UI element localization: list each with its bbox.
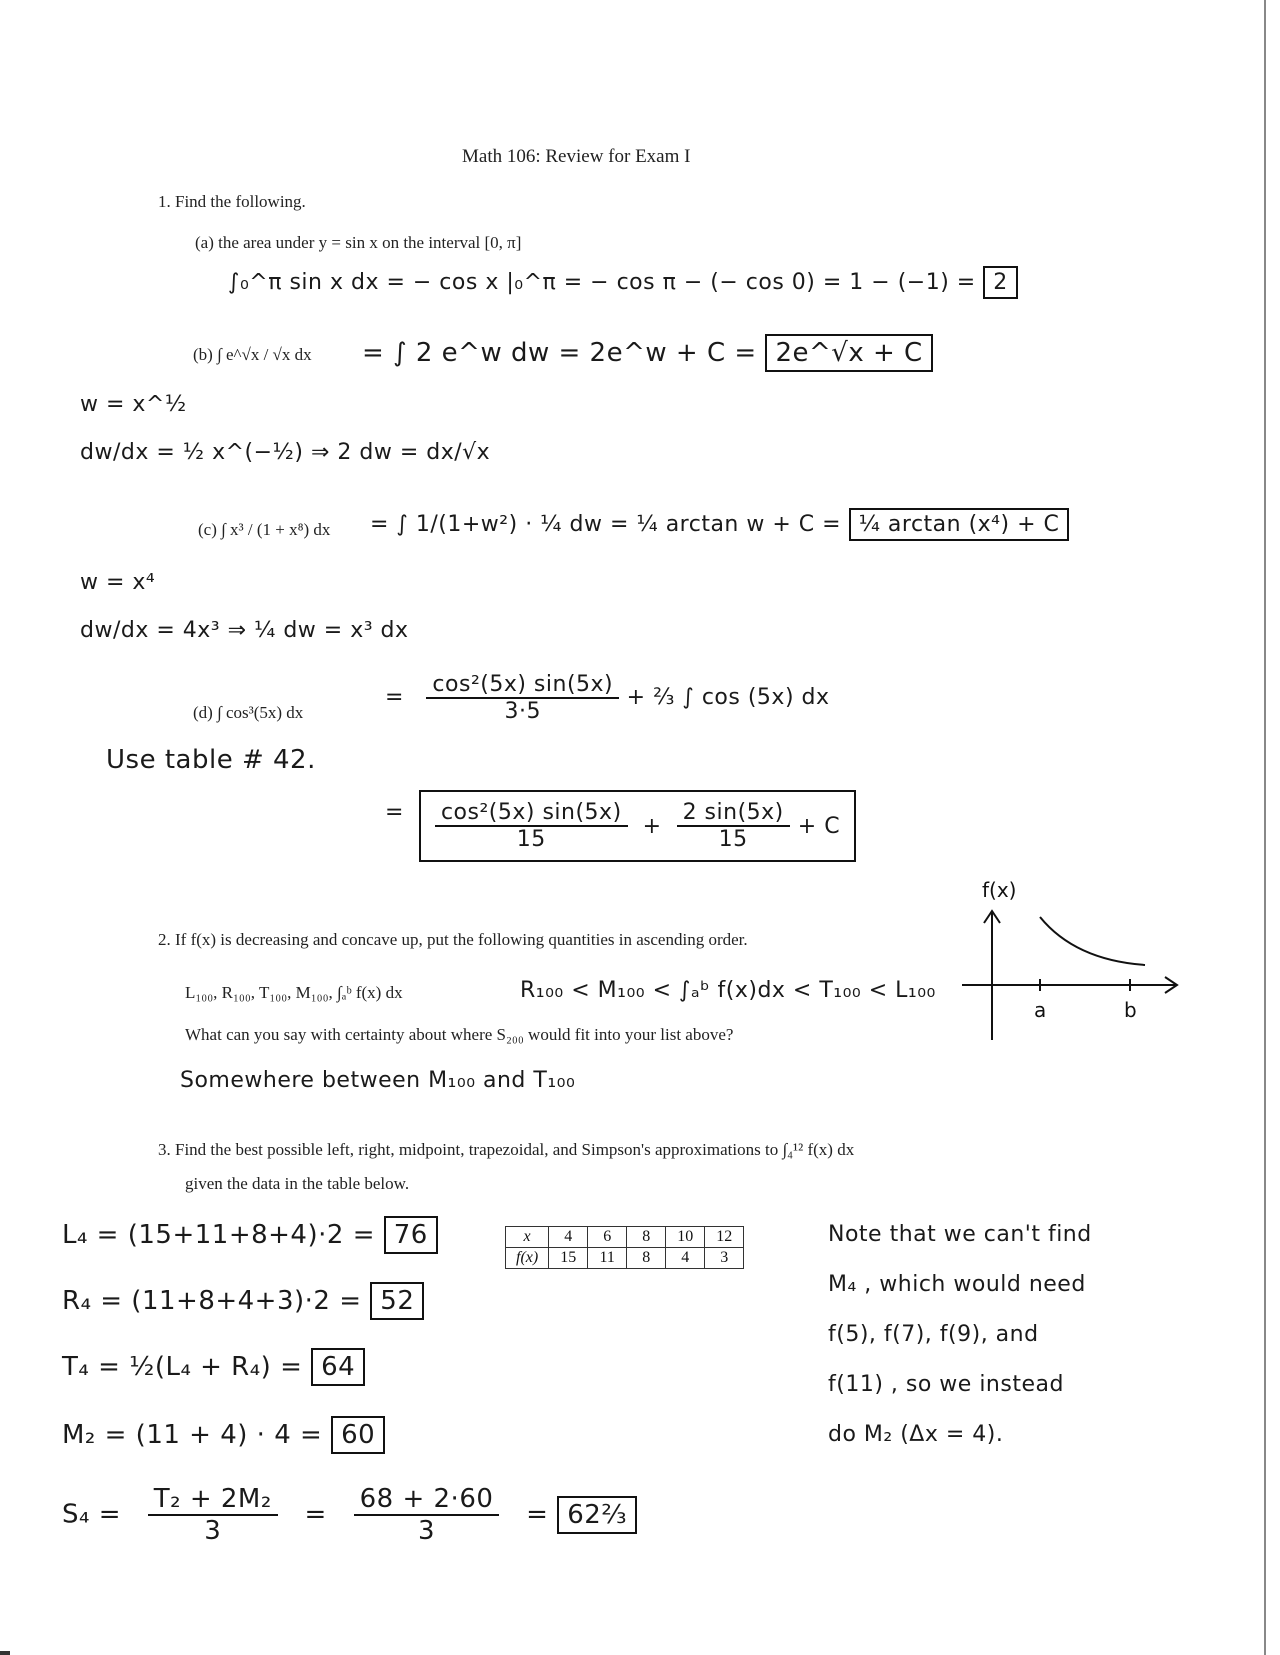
q3-note-line: do M₂ (Δx = 4). bbox=[828, 1422, 1004, 1447]
q1d-ans-den2: 15 bbox=[718, 827, 748, 852]
q2-order: R₁₀₀ < M₁₀₀ < ∫ₐᵇ f(x)dx < T₁₀₀ < L₁₀₀ bbox=[520, 978, 936, 1003]
q3-simpson-answer: 62⅔ bbox=[557, 1496, 637, 1534]
q1d-label: (d) ∫ cos³(5x) dx bbox=[193, 703, 304, 722]
page-title: Math 106: Review for Exam I bbox=[462, 146, 691, 167]
q1b-sub1: w = x^½ bbox=[80, 392, 187, 417]
q3-note-line: M₄ , which would need bbox=[828, 1272, 1086, 1297]
table-cell: 3 bbox=[705, 1248, 744, 1269]
table-cell: f(x) bbox=[506, 1248, 549, 1269]
q1c-answer-box: ¼ arctan (x⁴) + C bbox=[849, 508, 1070, 541]
q1d-ans-num2: 2 sin(5x) bbox=[677, 800, 790, 827]
table-row-x bbox=[506, 1227, 744, 1248]
q2-items: L₁₀₀, R₁₀₀, T₁₀₀, M₁₀₀, ∫ₐᵇ f(x) dx bbox=[185, 983, 403, 1002]
q2-question: What can you say with certainty about where S₂₀₀ would fit into your list above? bbox=[185, 1025, 734, 1044]
graph-y-label: f(x) bbox=[982, 878, 1017, 902]
q1d-step: = $\frac{\text{cos²(5x) sin(5x)}}{3\cdot 5}$ + ⅔ ∫ cos (5x) dx bbox=[385, 672, 830, 724]
q3-right-answer: 52 bbox=[370, 1282, 424, 1320]
q1d-note: Use table # 42. bbox=[106, 745, 316, 775]
q3-mid-work: M₂ = (11 + 4) · 4 = bbox=[62, 1420, 323, 1450]
q1-prompt: 1. Find the following. bbox=[158, 192, 306, 211]
q3-simpson-eq2: = bbox=[526, 1499, 549, 1530]
table-cell: 12 bbox=[705, 1227, 744, 1248]
q1d-step-rest: + ⅔ ∫ cos (5x) dx bbox=[626, 685, 830, 710]
scan-edge-mark bbox=[0, 1651, 10, 1655]
table-cell: 11 bbox=[588, 1248, 627, 1269]
q1b-work-text: = ∫ 2 e^w dw = 2e^w + C = bbox=[362, 338, 757, 368]
table-cell: x bbox=[506, 1227, 549, 1248]
q3-left-sum bbox=[62, 1220, 438, 1250]
q3-simpson-lhs: S₄ = bbox=[62, 1499, 121, 1530]
q3-simpson-eq: = bbox=[304, 1499, 327, 1530]
q1c-sub1: w = x⁴ bbox=[80, 570, 156, 595]
q3-simpson-num1: T₂ + 2M₂ bbox=[148, 1484, 278, 1516]
q3-note-line: f(5), f(7), f(9), and bbox=[828, 1322, 1039, 1347]
graph-a-label: a bbox=[1034, 998, 1047, 1022]
q1a-answer-box: 2 bbox=[983, 266, 1018, 299]
q3-trap-answer: 64 bbox=[311, 1348, 365, 1386]
graph-curve bbox=[1040, 917, 1145, 965]
q3-simpson-frac1 bbox=[148, 1484, 278, 1546]
table-cell: 10 bbox=[666, 1227, 705, 1248]
scan-edge-line bbox=[1264, 0, 1266, 1655]
q3-prompt2: given the data in the table below. bbox=[185, 1174, 410, 1193]
q3-trap-work: T₄ = ½(L₄ + R₄) = bbox=[62, 1352, 303, 1382]
q1a-work bbox=[228, 270, 1018, 295]
q3-simpson-num2: 68 + 2·60 bbox=[354, 1484, 500, 1516]
q3-simpson bbox=[62, 1484, 637, 1546]
q3-right-sum bbox=[62, 1286, 424, 1316]
q1a-work-text: ∫₀^π sin x dx = − cos x |₀^π = − cos π − (− cos 0) = 1 − (−1) = bbox=[228, 270, 976, 295]
q1d-answer-box: $\frac{\text{cos²(5x) sin(5x)}}{15}$ + $\frac{2 \sin(5x)}{15}$ + C bbox=[419, 790, 856, 862]
q3-mid-answer: 60 bbox=[331, 1416, 385, 1454]
table-cell: 8 bbox=[627, 1227, 666, 1248]
q1b-answer-box: 2e^√x + C bbox=[765, 334, 932, 372]
q1d-step-num: cos²(5x) sin(5x) bbox=[426, 672, 619, 699]
q3-simpson-frac2 bbox=[354, 1484, 500, 1546]
q3-left-answer: 76 bbox=[384, 1216, 438, 1254]
table-cell: 4 bbox=[666, 1248, 705, 1269]
q1b-label: (b) ∫ e^√x / √x dx bbox=[193, 345, 312, 364]
q1d-ans-frac2 bbox=[677, 800, 790, 852]
q3-note bbox=[828, 1210, 1092, 1460]
table-cell: 4 bbox=[549, 1227, 588, 1248]
q3-simpson-den1: 3 bbox=[204, 1516, 222, 1546]
table-cell: 8 bbox=[627, 1248, 666, 1269]
q3-data-table bbox=[505, 1226, 744, 1269]
q3-left-work: L₄ = (15+11+8+4)·2 = bbox=[62, 1220, 375, 1250]
q3-trap-sum bbox=[62, 1352, 365, 1382]
q3-right-work: R₄ = (11+8+4+3)·2 = bbox=[62, 1286, 362, 1316]
q3-note-line: Note that we can't find bbox=[828, 1222, 1092, 1247]
q1b-work bbox=[362, 338, 933, 368]
table-cell: 15 bbox=[549, 1248, 588, 1269]
q1a-label: (a) the area under y = sin x on the interval [0, π] bbox=[195, 233, 522, 252]
q1d-step-fraction bbox=[426, 672, 619, 724]
q1d-ans-den1: 15 bbox=[516, 827, 546, 852]
q1c-sub2: dw/dx = 4x³ ⇒ ¼ dw = x³ dx bbox=[80, 618, 409, 643]
q1c-label: (c) ∫ x³ / (1 + x⁸) dx bbox=[198, 520, 331, 539]
q2-graph bbox=[960, 875, 1190, 1050]
q1c-work bbox=[370, 512, 1069, 537]
q1d-ans-num1: cos²(5x) sin(5x) bbox=[435, 800, 628, 827]
q3-prompt: 3. Find the best possible left, right, midpoint, trapezoidal, and Simpson's approximations to ∫₄¹² f(x) dx bbox=[158, 1140, 855, 1159]
q1c-work-text: = ∫ 1/(1+w²) · ¼ dw = ¼ arctan w + C = bbox=[370, 512, 842, 537]
q3-note-line: f(11) , so we instead bbox=[828, 1372, 1064, 1397]
q1b-sub2: dw/dx = ½ x^(−½) ⇒ 2 dw = dx/√x bbox=[80, 440, 491, 465]
q2-prompt: 2. If f(x) is decreasing and concave up, put the following quantities in ascending order. bbox=[158, 930, 748, 949]
q1d-answer: = $\frac{\text{cos²(5x) sin(5x)}}{15}$ + $\frac{2 \sin(5x)}{15}$ + C bbox=[385, 790, 856, 862]
q3-simpson-den2: 3 bbox=[417, 1516, 436, 1546]
q3-mid-sum bbox=[62, 1420, 385, 1450]
q2-answer: Somewhere between M₁₀₀ and T₁₀₀ bbox=[180, 1068, 576, 1093]
table-cell: 6 bbox=[588, 1227, 627, 1248]
table-row-fx bbox=[506, 1248, 744, 1269]
q1d-ans-tail: + C bbox=[797, 813, 841, 839]
q1d-step-den: 3·5 bbox=[504, 699, 542, 724]
q1d-ans-frac1 bbox=[435, 800, 628, 852]
graph-b-label: b bbox=[1124, 998, 1137, 1022]
